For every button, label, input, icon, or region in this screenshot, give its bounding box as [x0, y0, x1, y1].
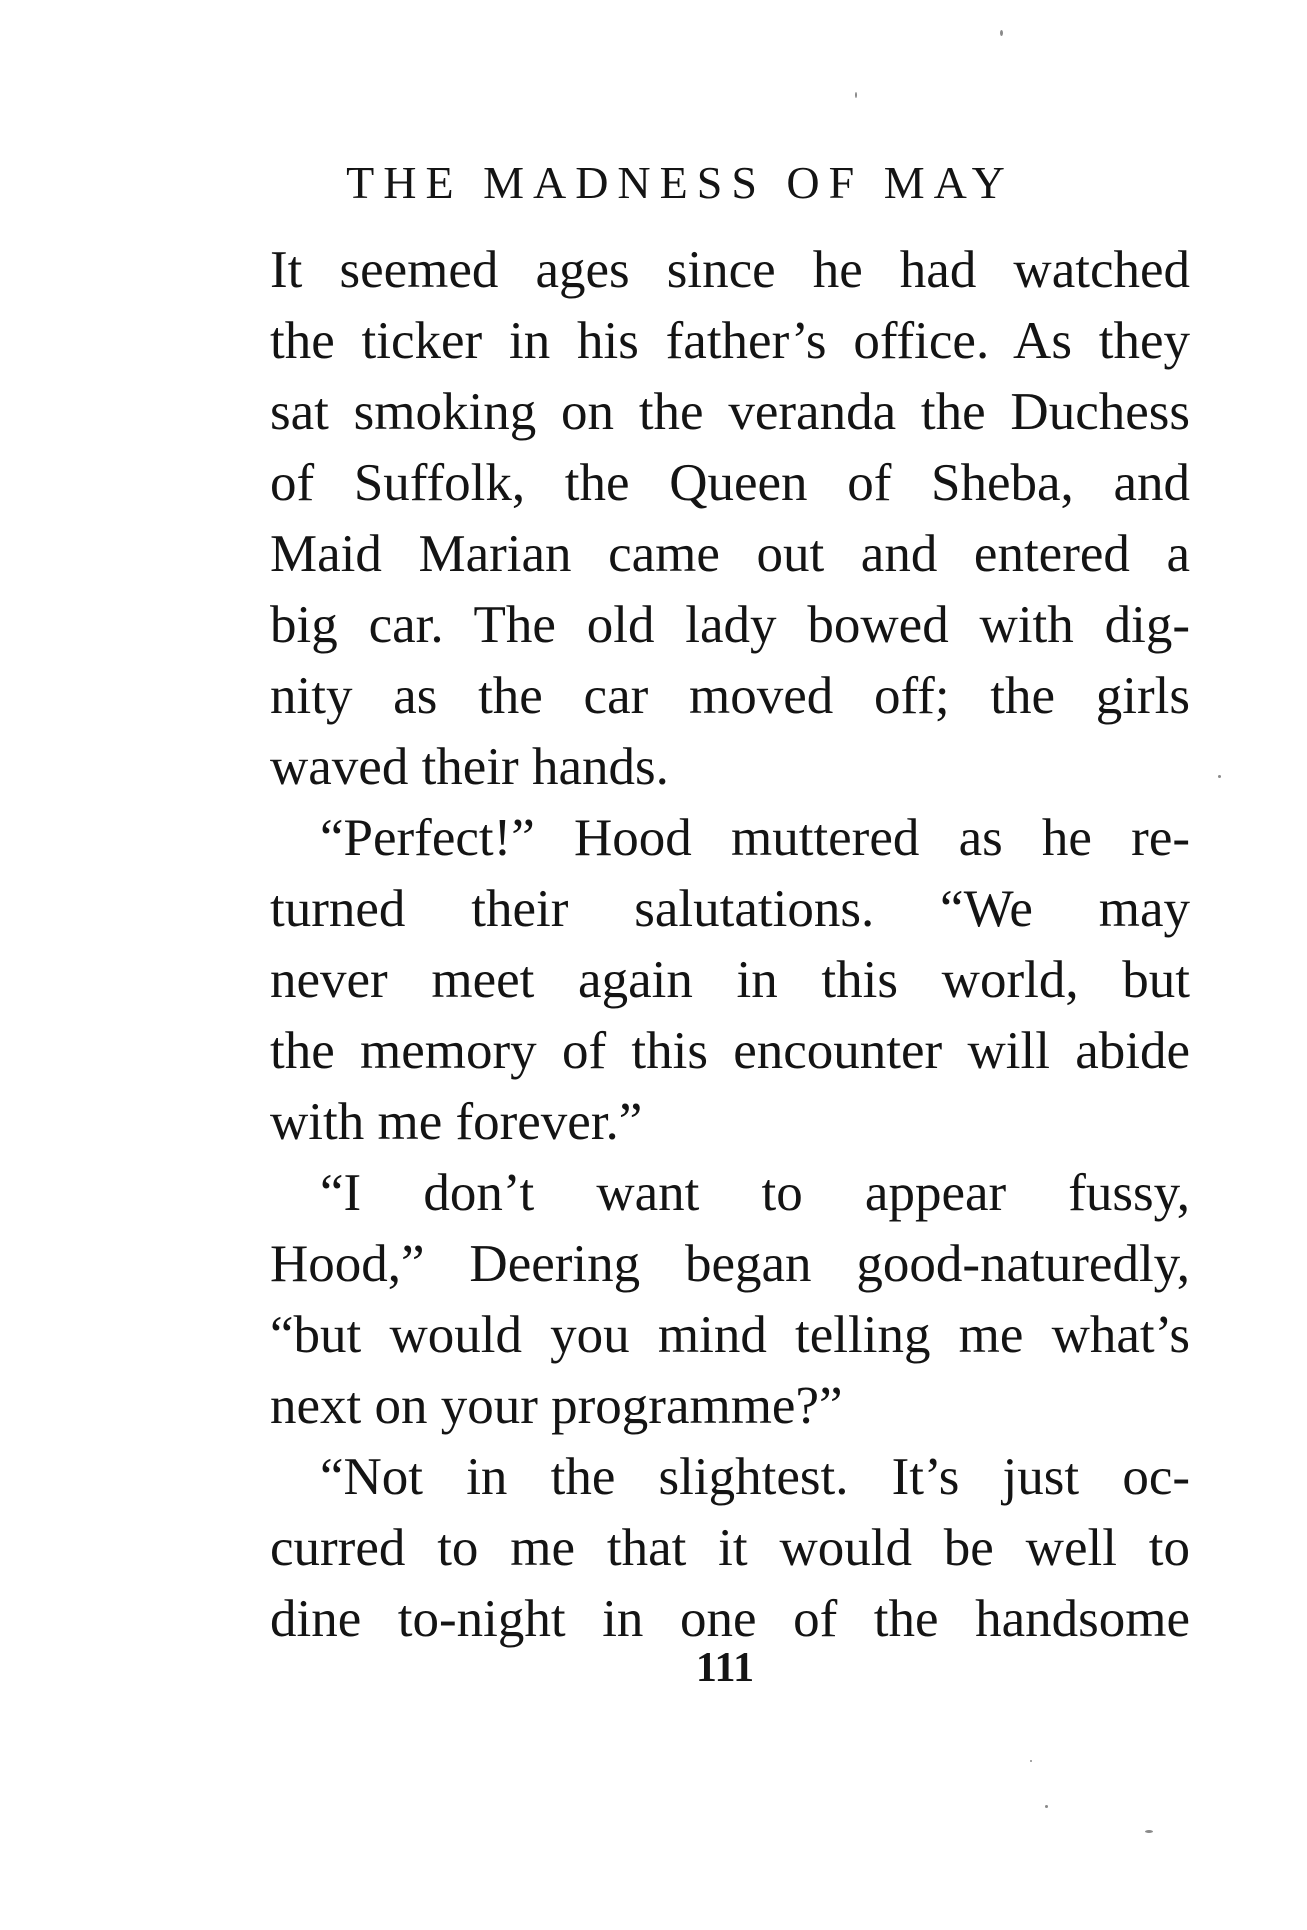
- text-line: with me forever.”: [270, 1093, 643, 1151]
- text-line: the memory of this encounter will abide: [270, 1022, 1190, 1080]
- text-line: “but would you mind telling me what’s: [270, 1306, 1190, 1364]
- text-line: big car. The old lady bowed with dig-: [270, 596, 1190, 654]
- text-line: It seemed ages since he had watched: [270, 241, 1190, 299]
- paper-speck: [1218, 775, 1221, 778]
- text-line: the ticker in his father’s office. As they: [270, 312, 1190, 370]
- paper-speck: [1045, 1805, 1048, 1808]
- text-line: nity as the car moved off; the girls: [270, 667, 1190, 725]
- paper-speck: [1145, 1830, 1153, 1833]
- text-line: “Not in the slightest. It’s just oc-: [320, 1448, 1190, 1506]
- running-head: THE MADNESS OF MAY: [346, 157, 1014, 208]
- text-line: turned their salutations. “We may: [270, 880, 1190, 938]
- paper-speck: [1030, 1760, 1032, 1762]
- text-line: next on your programme?”: [270, 1377, 843, 1435]
- text-line: of Suffolk, the Queen of Sheba, and: [270, 454, 1190, 512]
- text-line: “I don’t want to appear fussy,: [320, 1164, 1190, 1222]
- text-line: waved their hands.: [270, 738, 669, 796]
- text-line: Hood,” Deering began good-naturedly,: [270, 1235, 1190, 1293]
- text-line: Maid Marian came out and entered a: [270, 525, 1190, 583]
- text-line: never meet again in this world, but: [270, 951, 1190, 1009]
- paper-speck: [1000, 30, 1003, 36]
- paper-speck: [855, 92, 857, 98]
- text-line: “Perfect!” Hood muttered as he re-: [320, 809, 1190, 867]
- page-number: 111: [695, 1645, 755, 1691]
- body-text: [270, 235, 1190, 1655]
- text-line: curred to me that it would be well to: [270, 1519, 1190, 1577]
- text-line: dine to-night in one of the handsome: [270, 1590, 1190, 1648]
- text-line: sat smoking on the veranda the Duchess: [270, 383, 1190, 441]
